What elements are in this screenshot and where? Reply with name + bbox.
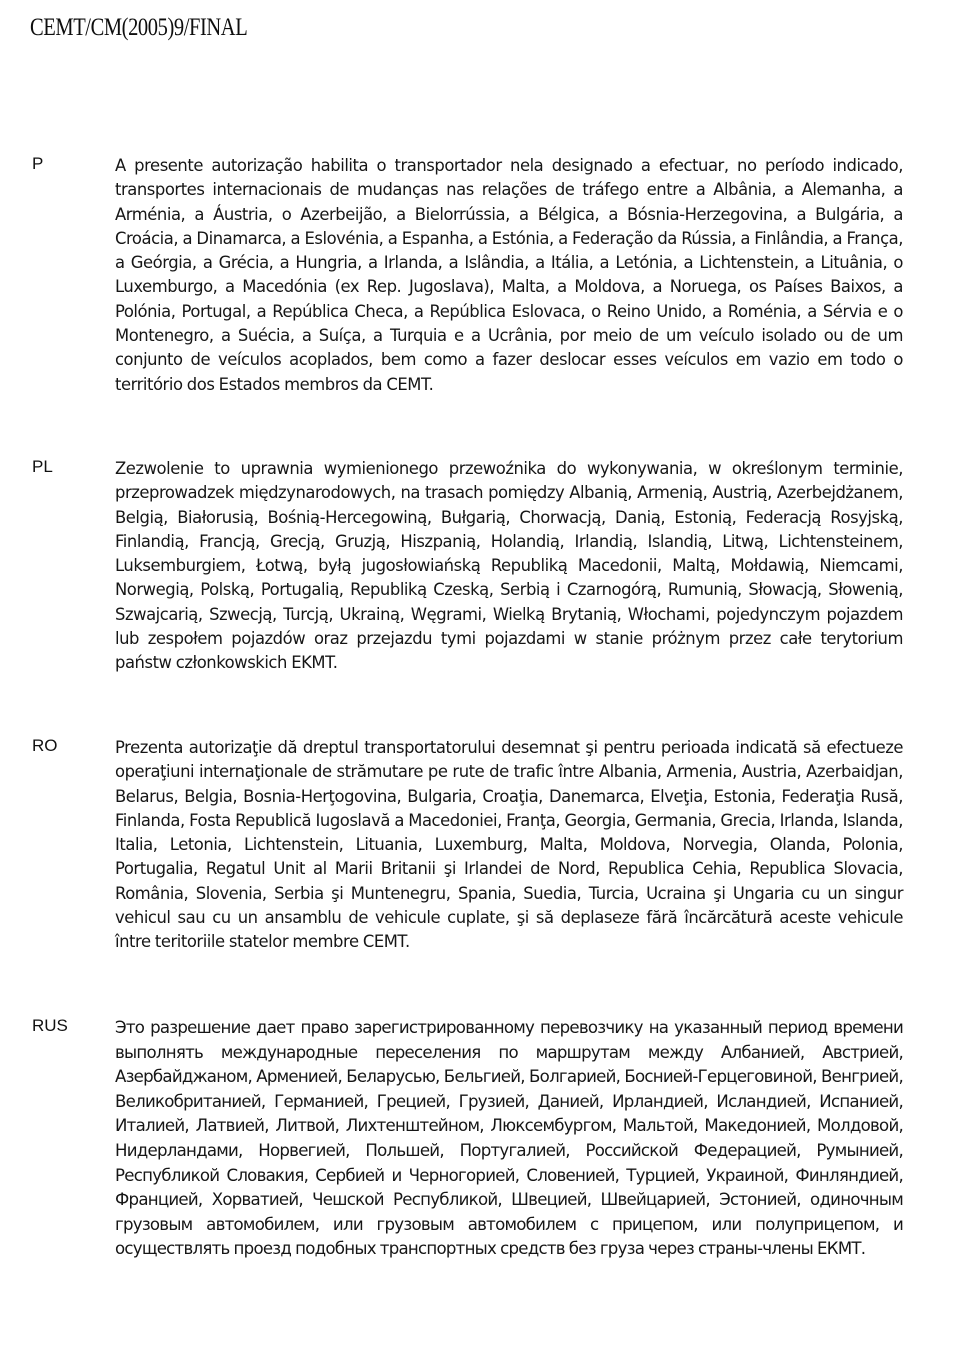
- authorization-text: Prezenta autorizaţie dă dreptul transportatorului desemnat şi pentru perioada indicată să efectueze operaţiuni internaţionale de strămutare pe rute de trafic între Albania, Armenia, Austria, Azerbaidjan, Belarus, Belgia, Bosnia-Herţogovina, Bulgaria, Croaţia, Danemarca, Elveţia, Estonia, Federaţia Rusă, Finlanda, Fosta Republică Iugoslavă a Macedoniei, Franţa, Georgia, Germania, Grecia, Irlanda, Islanda, Italia, Letonia, Lichtenstein, Lituania, Luxemburg, Malta, Moldova, Norvegia, Olanda, Polonia, Portugalia, Regatul Unit al Marii Britanii şi Irlandei de Nord, Republica Cehia, Republica Slovacia, România, Slovenia, Serbia şi Muntenegru, Spania, Suedia, Turcia, Ucraina şi Ungaria cu un singur vehicul sau cu un ansamblu de vehicule cuplate, şi să deplaseze fără încărcătură aceste vehicule între teritoriile statelor membre CEMT.: [115, 738, 903, 952]
- language-code: RO: [32, 736, 58, 755]
- language-code: P: [32, 154, 44, 173]
- authorization-text: Zezwolenie to uprawnia wymienionego przewoźnika do wykonywania, w określonym terminie, przeprowadzek międzynarodowych, na trasach pomiędzy Albanią, Armenią, Austrią, Azerbejdżanem, Belgią, Białorusią, Bośnią-Hercegowiną, Bułgarią, Chorwacją, Danią, Estonią, Federacją Rosyjską, Finlandią, Francją, Grecją, Gruzją, Hiszpanią, Holandią, Irlandią, Islandią, Litwą, Lichtensteinem, Luksemburgiem, Łotwą, byłą jugosłowiańską Republiką Macedonii, Maltą, Mołdawią, Niemcami, Norwegią, Polską, Portugalią, Republiką Czeską, Serbią i Czarnogórą, Rumunią, Słowacją, Słowenią, Szwajcarią, Szwecją, Turcją, Ukrainą, Węgrami, Wielką Brytanią, Włochami, pojedynczym pojazdem lub zespołem pojazdów oraz przejazdu tymi pojazdami w stanie próżnym przez całe terytorium państw członkowskich EKMT.: [115, 459, 903, 673]
- authorization-text: Это разрешение дает право зарегистрированному перевозчику на указанный период времени выполнять международные переселения по маршрутам между Албанией, Австрией, Азербайджаном, Арменией, Беларусью, Бельгией, Болгарией, Боснией-Герцеговиной, Венгрией, Великобританией, Германией, Грецией, Грузией, Данией, Ирландией, Исландией, Испанией, Италией, Латвией, Литвой, Лихтенштейном, Люксембургом, Мальтой, Македонией, Молдовой, Нидерландами, Норвегией, Польшей, Португалией, Российской Федерацией, Румынией, Республикой Словакия, Сербией и Черногорией, Словенией, Турцией, Украиной, Финляндией, Францией, Хорватией, Чешской Республикой, Швецией, Швейцарией, Эстонией, одиночным грузовым автомобилем, или грузовым автомобилем с прицепом, или полуприцепом, и осуществлять проезд подобных транспортных средств без груза через страны-члены ЕКМТ.: [115, 1018, 903, 1259]
- language-code: RUS: [32, 1016, 68, 1035]
- document-reference-header: CEMT/CM(2005)9/FINAL: [30, 14, 248, 41]
- language-code: PL: [32, 457, 53, 476]
- authorization-text: A presente autorização habilita o transportador nela designado a efectuar, no período indicado, transportes internacionais de mudanças nas relações de tráfego entre a Albânia, a Alemanha, a Arménia, a Áustria, o Azerbeijão, a Bielorrússia, a Bélgica, a Bósnia-Herzegovina, a Bulgária, a Croácia, a Dinamarca, a Eslovénia, a Espanha, a Estónia, a Federação da Rússia, a Finlândia, a França, a Geórgia, a Grécia, a Hungria, a Irlanda, a Islândia, a Itália, a Letónia, a Lichtenstein, a Lituânia, o Luxemburgo, a Macedónia (ex Rep. Jugoslava), Malta, a Moldova, a Noruega, os Países Baixos, a Polónia, Portugal, a República Checa, a República Eslovaca, o Reino Unido, a Roménia, a Sérvia e o Montenegro, a Suécia, a Suíça, a Turquia e a Ucrânia, por meio de um veículo isolado ou de um conjunto de veículos acoplados, bem como a fazer deslocar esses veículos em vazio em todo o território dos Estados membros da CEMT.: [115, 156, 903, 394]
